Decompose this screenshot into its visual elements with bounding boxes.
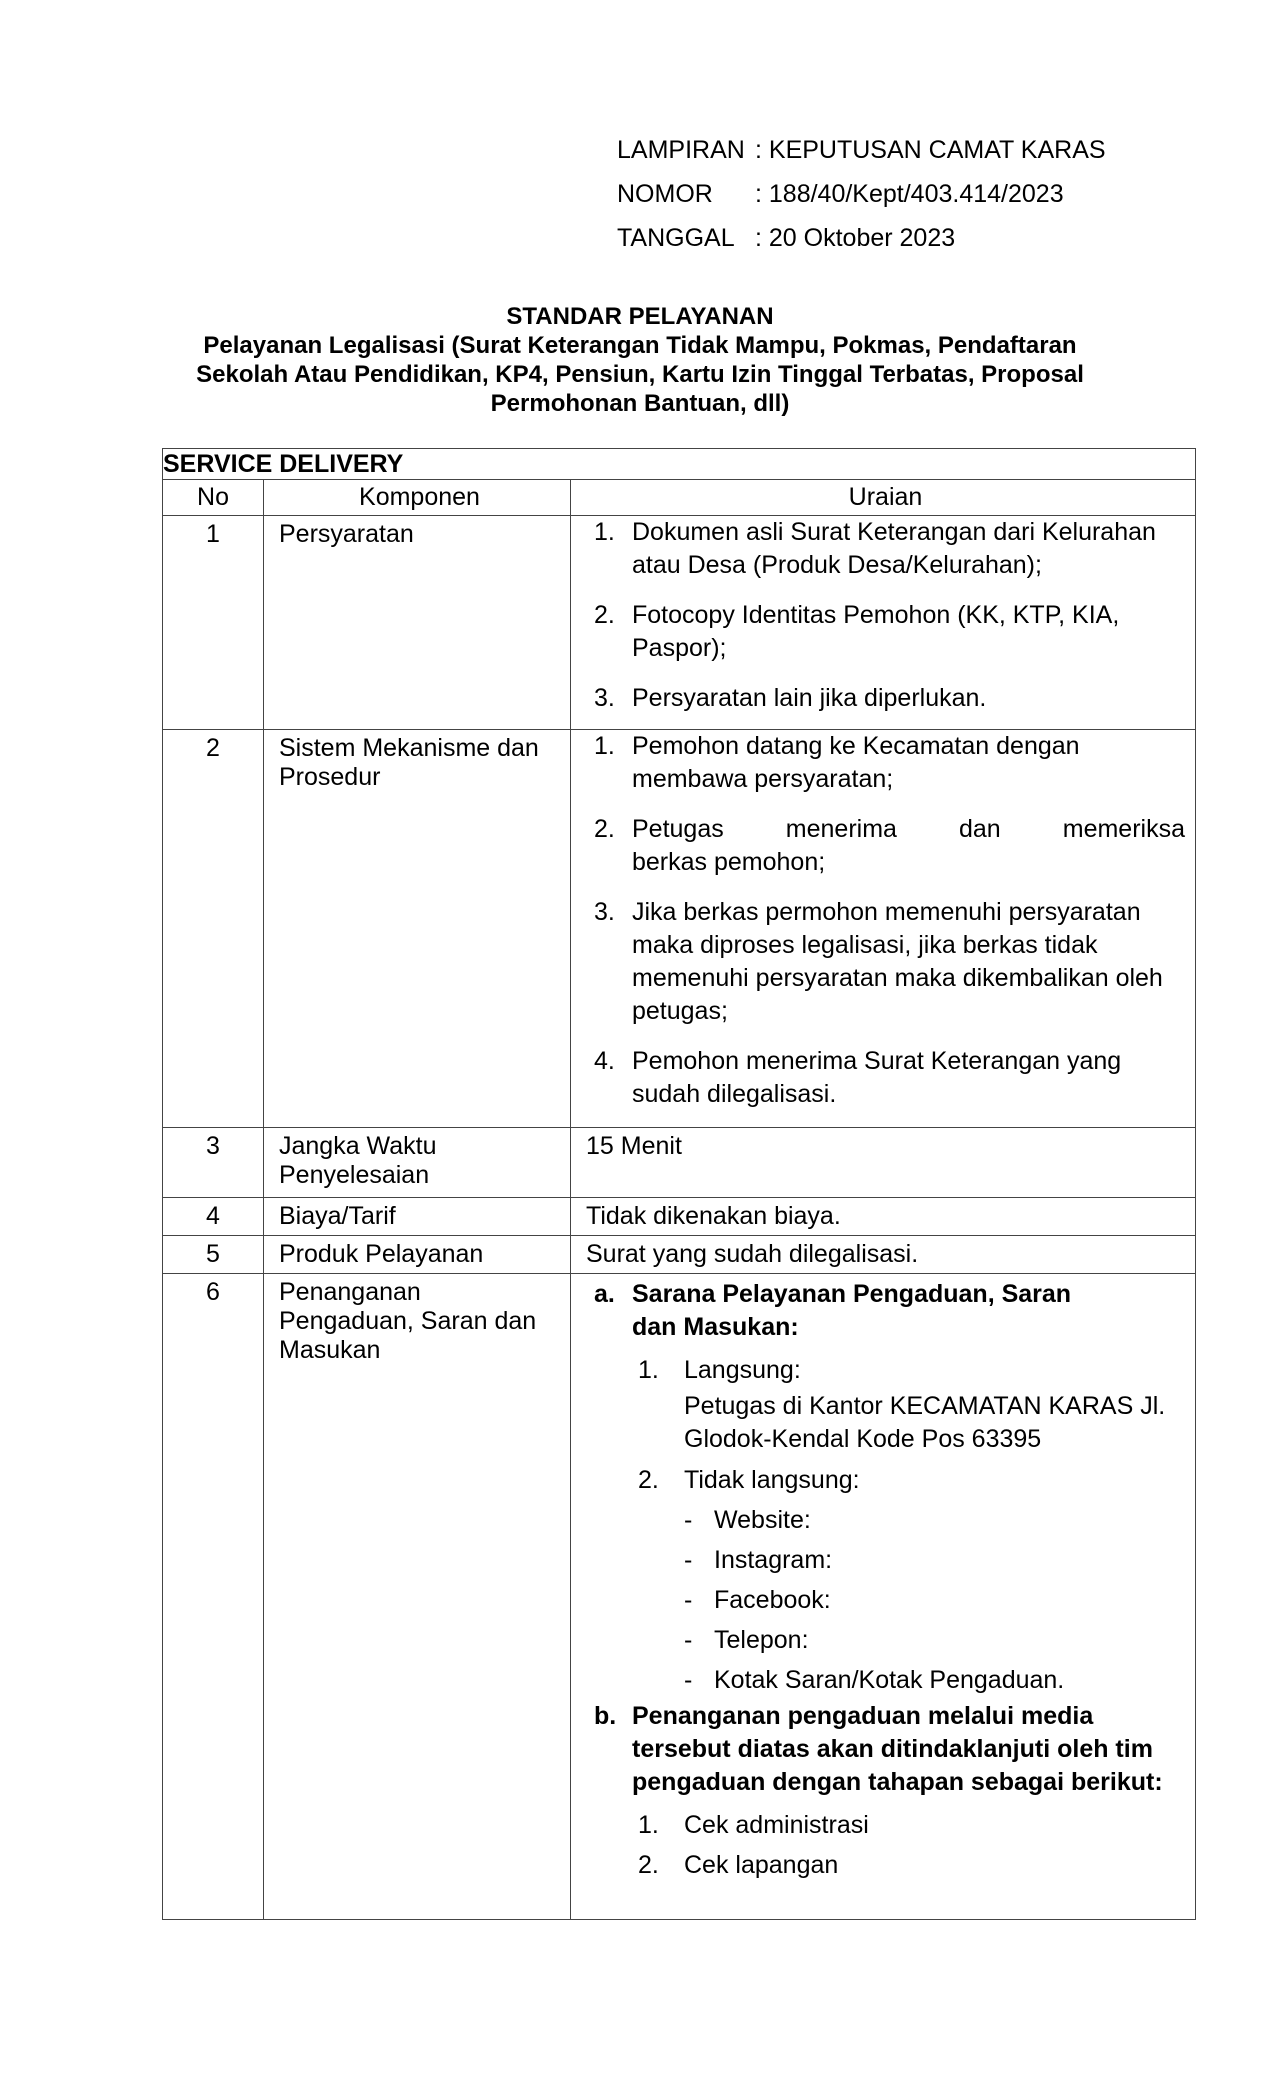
list-marker: - bbox=[684, 1626, 693, 1654]
row-number: 6 bbox=[206, 1278, 220, 1306]
channel-name: Instagram: bbox=[714, 1546, 833, 1574]
column-header-komponen: Komponen bbox=[359, 483, 480, 511]
section-b-title: Penanganan pengaduan melalui media tersebut diatas akan ditindaklanjuti oleh tim pengaduan dengan tahapan sebagai berikut: bbox=[632, 1702, 1163, 1796]
row-komponen: Produk Pelayanan bbox=[279, 1240, 484, 1268]
row-number: 3 bbox=[206, 1132, 220, 1160]
table-row bbox=[163, 516, 1196, 730]
list-item bbox=[632, 1460, 1185, 1700]
list-marker: - bbox=[684, 1546, 693, 1574]
list-marker: 2. bbox=[638, 1466, 659, 1494]
list-marker: 4. bbox=[594, 1047, 615, 1075]
list-item-text: Pemohon menerima Surat Keterangan yang sudah dilegalisasi. bbox=[632, 1047, 1122, 1108]
list-item bbox=[586, 1700, 1185, 1885]
title-main: STANDAR PELAYANAN bbox=[506, 303, 774, 330]
handling-steps-list bbox=[632, 1805, 1185, 1885]
table-row bbox=[163, 1274, 1196, 1920]
list-marker: 3. bbox=[594, 684, 615, 712]
step-text: Cek lapangan bbox=[684, 1851, 839, 1879]
section-title: SERVICE DELIVERY bbox=[163, 449, 1196, 480]
table-row bbox=[163, 1128, 1196, 1198]
procedure-list bbox=[586, 730, 1185, 1111]
header-label: NOMOR bbox=[617, 180, 713, 208]
row-uraian: Surat yang sudah dilegalisasi. bbox=[586, 1240, 919, 1268]
list-marker: 2. bbox=[594, 601, 615, 629]
title-line-3: Permohonan Bantuan, dll) bbox=[490, 390, 790, 417]
list-marker: 1. bbox=[594, 518, 615, 546]
list-item bbox=[586, 730, 1185, 796]
list-item bbox=[586, 1045, 1185, 1111]
channel-name: Website: bbox=[714, 1506, 811, 1534]
list-item-text: Persyaratan lain jika diperlukan. bbox=[632, 684, 987, 712]
list-item bbox=[586, 516, 1185, 582]
channel-indirect-label: Tidak langsung: bbox=[684, 1466, 860, 1494]
list-item bbox=[632, 1845, 1185, 1885]
list-item bbox=[586, 896, 1185, 1028]
channel-list bbox=[684, 1500, 1185, 1700]
list-item bbox=[586, 599, 1185, 665]
row-komponen: Penanganan Pengaduan, Saran dan Masukan bbox=[279, 1278, 537, 1364]
row-komponen: Persyaratan bbox=[279, 520, 414, 548]
service-delivery-table bbox=[162, 448, 1196, 1920]
table-row bbox=[163, 1236, 1196, 1274]
requirements-list bbox=[586, 516, 1185, 715]
list-item bbox=[684, 1540, 1185, 1580]
list-marker: 3. bbox=[594, 898, 615, 926]
row-komponen: Sistem Mekanisme dan Prosedur bbox=[279, 734, 539, 791]
list-item-text: Fotocopy Identitas Pemohon (KK, KTP, KIA, Paspor); bbox=[632, 601, 1120, 662]
row-number: 1 bbox=[206, 520, 220, 548]
title-line-1: Pelayanan Legalisasi (Surat Keterangan Tidak Mampu, Pokmas, Pendaftaran bbox=[203, 332, 1077, 359]
list-item bbox=[684, 1580, 1185, 1620]
list-item bbox=[684, 1500, 1185, 1540]
section-a-title: Sarana Pelayanan Pengaduan, Saran bbox=[632, 1280, 1072, 1308]
step-text: Cek administrasi bbox=[684, 1811, 869, 1839]
channel-name: Facebook: bbox=[714, 1586, 831, 1614]
list-item-text: Pemohon datang ke Kecamatan dengan membawa persyaratan; bbox=[632, 732, 1080, 793]
list-marker: 2. bbox=[594, 815, 615, 843]
list-marker: 1. bbox=[638, 1811, 659, 1839]
header-label: TANGGAL bbox=[617, 224, 735, 252]
header-value: : 20 Oktober 2023 bbox=[755, 224, 956, 252]
list-item bbox=[586, 682, 1185, 715]
row-number: 5 bbox=[206, 1240, 220, 1268]
list-marker: 1. bbox=[594, 732, 615, 760]
channel-type-list bbox=[632, 1350, 1185, 1700]
list-marker: 1. bbox=[638, 1356, 659, 1384]
header-row-nomor bbox=[617, 172, 1106, 216]
row-number: 2 bbox=[206, 734, 220, 762]
list-item bbox=[632, 1805, 1185, 1845]
row-number: 4 bbox=[206, 1202, 220, 1230]
list-marker: 2. bbox=[638, 1851, 659, 1879]
list-item bbox=[684, 1620, 1185, 1660]
complaint-handling-list bbox=[586, 1278, 1185, 1885]
list-item-text: Jika berkas permohon memenuhi persyaratan maka diproses legalisasi, jika berkas tidak memenuhi persyaratan maka dikembalikan oleh petugas; bbox=[632, 898, 1163, 1025]
table-row bbox=[163, 730, 1196, 1128]
title-line-2: Sekolah Atau Pendidikan, KP4, Pensiun, Kartu Izin Tinggal Terbatas, Proposal bbox=[196, 361, 1084, 388]
list-marker: - bbox=[684, 1586, 693, 1614]
section-a-title-continued: dan Masukan: bbox=[632, 1313, 799, 1341]
channel-direct-label: Langsung: bbox=[684, 1356, 801, 1384]
header-row-tanggal bbox=[617, 216, 1106, 260]
column-header-row bbox=[163, 480, 1196, 516]
list-item-text-continued: berkas pemohon; bbox=[632, 848, 826, 876]
header-value: : KEPUTUSAN CAMAT KARAS bbox=[755, 136, 1106, 164]
row-uraian: Tidak dikenakan biaya. bbox=[586, 1202, 841, 1230]
header-label: LAMPIRAN bbox=[617, 136, 745, 164]
list-marker: b. bbox=[594, 1702, 617, 1730]
list-marker: - bbox=[684, 1666, 693, 1694]
channel-name: Kotak Saran/Kotak Pengaduan. bbox=[714, 1666, 1065, 1694]
list-item bbox=[586, 1278, 1185, 1700]
section-header-row bbox=[163, 449, 1196, 480]
column-header-no: No bbox=[197, 483, 229, 511]
document-title bbox=[150, 302, 1130, 418]
list-marker: a. bbox=[594, 1280, 615, 1308]
list-item-text: Dokumen asli Surat Keterangan dari Kelurahan atau Desa (Produk Desa/Kelurahan); bbox=[632, 518, 1156, 579]
column-header-uraian: Uraian bbox=[848, 483, 923, 511]
list-marker: - bbox=[684, 1506, 693, 1534]
list-item bbox=[632, 1350, 1185, 1460]
row-komponen: Jangka Waktu Penyelesaian bbox=[279, 1132, 437, 1189]
header-row-lampiran bbox=[617, 128, 1106, 172]
list-item bbox=[684, 1660, 1185, 1700]
channel-direct-detail: Petugas di Kantor KECAMATAN KARAS Jl. Glodok-Kendal Kode Pos 63395 bbox=[684, 1392, 1166, 1453]
header-value: : 188/40/Kept/403.414/2023 bbox=[755, 180, 1064, 208]
list-item-text: Petugas menerima dan memeriksa bbox=[632, 815, 1185, 843]
attachment-header bbox=[617, 128, 1106, 260]
row-uraian: 15 Menit bbox=[586, 1132, 682, 1160]
list-item bbox=[586, 813, 1185, 879]
table-row bbox=[163, 1198, 1196, 1236]
row-komponen: Biaya/Tarif bbox=[279, 1202, 396, 1230]
channel-name: Telepon: bbox=[714, 1626, 809, 1654]
